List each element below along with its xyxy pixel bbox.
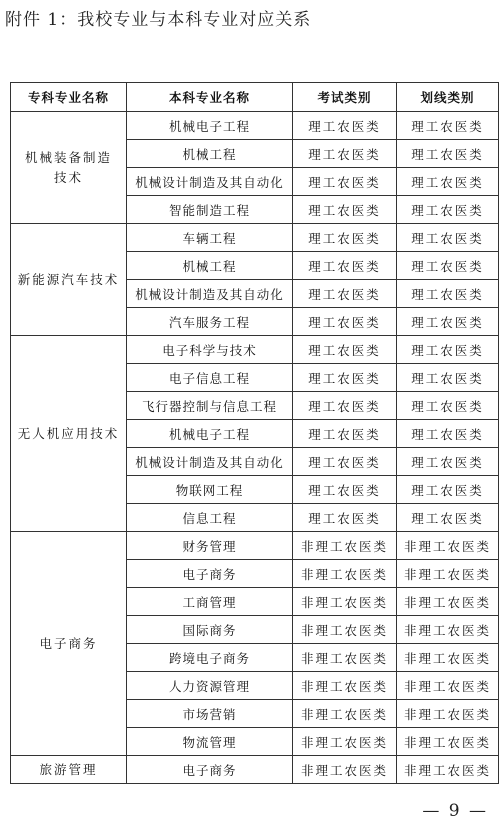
undergrad-major-cell: 机械设计制造及其自动化 <box>127 448 293 476</box>
undergrad-major-cell: 汽车服务工程 <box>127 308 293 336</box>
table-row <box>11 336 499 364</box>
undergrad-major-cell: 电子商务 <box>127 560 293 588</box>
undergrad-major-cell: 跨境电子商务 <box>127 644 293 672</box>
line-category-cell: 理工农医类 <box>397 504 499 532</box>
line-category-cell: 理工农医类 <box>397 112 499 140</box>
undergrad-major-cell: 物流管理 <box>127 728 293 756</box>
undergrad-major-cell: 机械设计制造及其自动化 <box>127 168 293 196</box>
line-category-cell: 理工农医类 <box>397 168 499 196</box>
line-category-cell: 理工农医类 <box>397 448 499 476</box>
exam-category-cell: 理工农医类 <box>293 196 397 224</box>
exam-category-cell: 理工农医类 <box>293 168 397 196</box>
exam-category-cell: 理工农医类 <box>293 364 397 392</box>
line-category-cell: 非理工农医类 <box>397 616 499 644</box>
undergrad-major-cell: 飞行器控制与信息工程 <box>127 392 293 420</box>
vocational-major-cell: 无人机应用技术 <box>11 336 127 532</box>
line-category-cell: 理工农医类 <box>397 224 499 252</box>
exam-category-cell: 理工农医类 <box>293 140 397 168</box>
line-category-cell: 理工农医类 <box>397 140 499 168</box>
exam-category-cell: 非理工农医类 <box>293 644 397 672</box>
table-row <box>11 112 499 140</box>
line-category-cell: 非理工农医类 <box>397 588 499 616</box>
line-category-cell: 理工农医类 <box>397 196 499 224</box>
exam-category-cell: 理工农医类 <box>293 336 397 364</box>
undergrad-major-cell: 电子商务 <box>127 756 293 784</box>
exam-category-cell: 非理工农医类 <box>293 588 397 616</box>
exam-category-cell: 理工农医类 <box>293 224 397 252</box>
line-category-cell: 非理工农医类 <box>397 728 499 756</box>
line-category-cell: 理工农医类 <box>397 420 499 448</box>
header-line-category: 划线类别 <box>397 83 499 112</box>
vocational-major-cell: 机械装备制造技术 <box>11 112 127 224</box>
undergrad-major-cell: 信息工程 <box>127 504 293 532</box>
undergrad-major-cell: 机械设计制造及其自动化 <box>127 280 293 308</box>
table-row <box>11 532 499 560</box>
exam-category-cell: 非理工农医类 <box>293 672 397 700</box>
exam-category-cell: 非理工农医类 <box>293 532 397 560</box>
exam-category-cell: 理工农医类 <box>293 280 397 308</box>
undergrad-major-cell: 车辆工程 <box>127 224 293 252</box>
header-vocational-major: 专科专业名称 <box>11 83 127 112</box>
undergrad-major-cell: 国际商务 <box>127 616 293 644</box>
vocational-major-cell: 新能源汽车技术 <box>11 224 127 336</box>
exam-category-cell: 非理工农医类 <box>293 756 397 784</box>
page-number: — 9 — <box>422 801 488 821</box>
table-row <box>11 224 499 252</box>
exam-category-cell: 非理工农医类 <box>293 616 397 644</box>
table-header-row <box>11 83 499 112</box>
line-category-cell: 理工农医类 <box>397 476 499 504</box>
undergrad-major-cell: 机械工程 <box>127 140 293 168</box>
undergrad-major-cell: 财务管理 <box>127 532 293 560</box>
line-category-cell: 非理工农医类 <box>397 560 499 588</box>
line-category-cell: 非理工农医类 <box>397 756 499 784</box>
exam-category-cell: 理工农医类 <box>293 252 397 280</box>
undergrad-major-cell: 机械电子工程 <box>127 112 293 140</box>
line-category-cell: 非理工农医类 <box>397 532 499 560</box>
major-mapping-table <box>10 82 499 784</box>
line-category-cell: 非理工农医类 <box>397 644 499 672</box>
undergrad-major-cell: 机械工程 <box>127 252 293 280</box>
line-category-cell: 理工农医类 <box>397 364 499 392</box>
header-exam-category: 考试类别 <box>293 83 397 112</box>
page-title: 附件 1：我校专业与本科专业对应关系 <box>5 10 312 30</box>
line-category-cell: 理工农医类 <box>397 280 499 308</box>
table-row <box>11 756 499 784</box>
exam-category-cell: 非理工农医类 <box>293 560 397 588</box>
undergrad-major-cell: 市场营销 <box>127 700 293 728</box>
exam-category-cell: 理工农医类 <box>293 448 397 476</box>
vocational-major-cell: 旅游管理 <box>11 756 127 784</box>
line-category-cell: 理工农医类 <box>397 392 499 420</box>
line-category-cell: 理工农医类 <box>397 336 499 364</box>
vocational-major-cell: 电子商务 <box>11 532 127 756</box>
undergrad-major-cell: 电子信息工程 <box>127 364 293 392</box>
undergrad-major-cell: 机械电子工程 <box>127 420 293 448</box>
exam-category-cell: 理工农医类 <box>293 392 397 420</box>
exam-category-cell: 理工农医类 <box>293 476 397 504</box>
undergrad-major-cell: 人力资源管理 <box>127 672 293 700</box>
exam-category-cell: 理工农医类 <box>293 420 397 448</box>
undergrad-major-cell: 物联网工程 <box>127 476 293 504</box>
line-category-cell: 理工农医类 <box>397 252 499 280</box>
undergrad-major-cell: 电子科学与技术 <box>127 336 293 364</box>
exam-category-cell: 非理工农医类 <box>293 700 397 728</box>
undergrad-major-cell: 工商管理 <box>127 588 293 616</box>
undergrad-major-cell: 智能制造工程 <box>127 196 293 224</box>
exam-category-cell: 理工农医类 <box>293 504 397 532</box>
exam-category-cell: 理工农医类 <box>293 308 397 336</box>
table-body <box>11 112 499 784</box>
line-category-cell: 理工农医类 <box>397 308 499 336</box>
exam-category-cell: 理工农医类 <box>293 112 397 140</box>
header-undergrad-major: 本科专业名称 <box>127 83 293 112</box>
line-category-cell: 非理工农医类 <box>397 700 499 728</box>
exam-category-cell: 非理工农医类 <box>293 728 397 756</box>
line-category-cell: 非理工农医类 <box>397 672 499 700</box>
